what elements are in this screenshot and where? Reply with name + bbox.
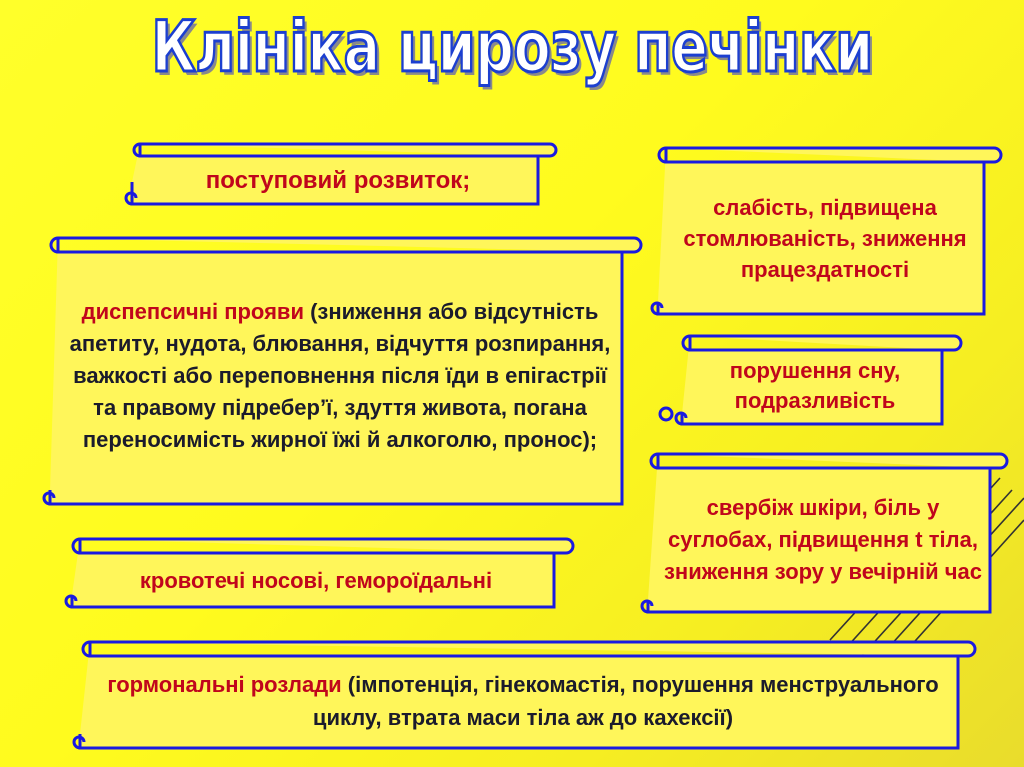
scroll-box-dyspeptic [30, 232, 646, 508]
slide-title: Клініка цирозу печінки [151, 6, 873, 88]
scroll-box-gradual-development [118, 132, 558, 217]
itch-red-text: свербіж шкіри, біль у суглобах, підвищення t тіла, зниження зору у вечірній час [663, 495, 982, 584]
dyspeptic-red-text: диспепсичні прояви [81, 299, 304, 324]
scroll-box-bleeding [60, 533, 576, 613]
sleep-red-text: порушення сну, подразливість [729, 358, 901, 413]
scroll-box-sleep [650, 330, 966, 430]
weakness-red-text: слабість, підвищена стомлюваність, зниження працездатності [683, 194, 967, 282]
bleeding-red-text: кровотечі носові, гемороїдальні [139, 567, 493, 593]
hormonal-red-text: гормональні розлади [107, 672, 342, 697]
scroll-box-weakness [640, 142, 1006, 320]
scroll-box-itching [628, 448, 1012, 618]
gradual-red-text: поступовий розвиток; [205, 166, 471, 194]
scroll-box-hormonal [60, 636, 980, 754]
hormonal-dark-text: (імпотенція, гінекомастія, порушення менструального циклу, втрата маси тіла аж до кахексії) [312, 672, 939, 730]
dyspeptic-dark-text: (зниження або відсутність апетиту, нудота, блювання, відчуття розпирання, важкості або переповнення після їди в епігастрії та правому підребер’ї, здуття живота, погана переносимість жирної їжі й алкоголю, пронос); [69, 299, 611, 452]
